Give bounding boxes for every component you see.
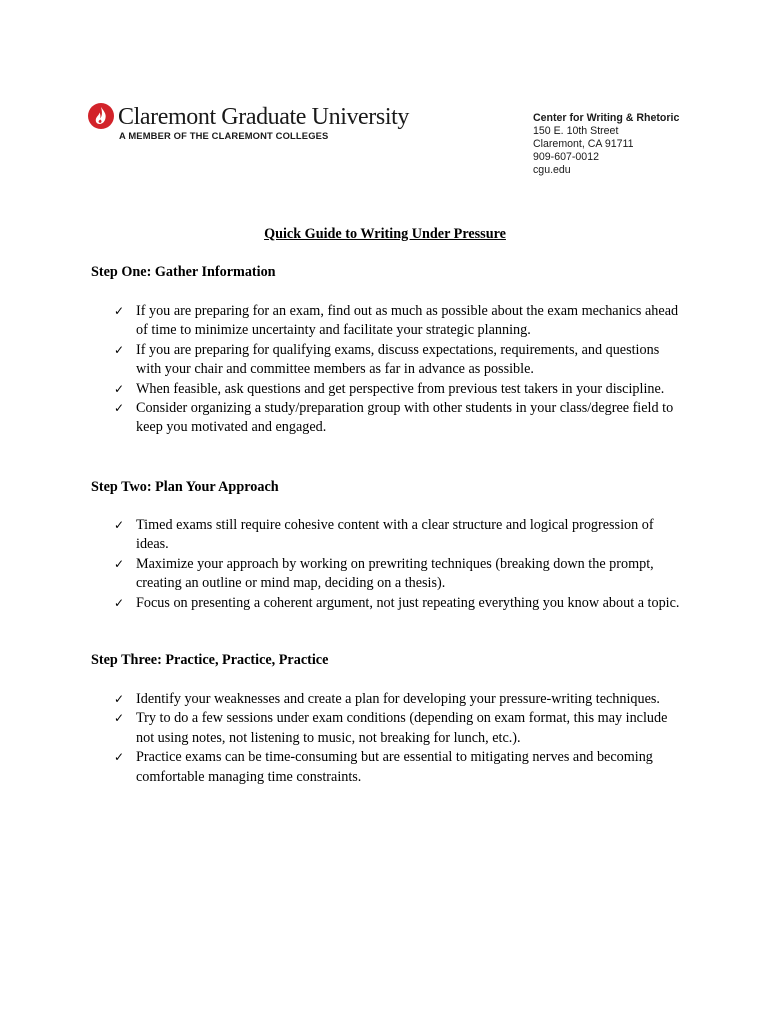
- checkmark-icon: ✓: [114, 595, 125, 610]
- list-item-text: Timed exams still require cohesive content with a clear structure and logical progression of ideas.: [136, 517, 654, 553]
- checkmark-icon: ✓: [114, 750, 125, 765]
- list-item: [0, 516, 686, 555]
- list-item: [0, 341, 686, 380]
- center-name: Center for Writing & Rhetoric: [533, 112, 680, 124]
- section-heading: Step Three: Practice, Practice, Practice: [91, 652, 329, 668]
- list-item: [0, 690, 686, 709]
- list-item-text: If you are preparing for an exam, find out as much as possible about the exam mechanics ahead of time to minimize uncertainty and facilitate your strategic planning.: [136, 303, 679, 339]
- university-name: Claremont Graduate University: [118, 104, 409, 130]
- list-item-text: When feasible, ask questions and get perspective from previous test takers in your discipline.: [136, 380, 665, 397]
- section-heading: Step One: Gather Information: [91, 264, 276, 280]
- list-item: [0, 380, 686, 399]
- list-item: [0, 555, 686, 594]
- university-tagline: A MEMBER OF THE CLAREMONT COLLEGES: [119, 130, 329, 141]
- checkmark-icon: ✓: [114, 304, 125, 318]
- list-item-text: Identify your weaknesses and create a plan for developing your pressure-writing techniques.: [136, 691, 660, 707]
- address-block: [533, 112, 679, 177]
- section-list: [0, 690, 770, 787]
- list-item: [0, 709, 686, 748]
- list-item: [0, 594, 686, 613]
- checkmark-icon: ✓: [114, 381, 125, 396]
- document-title: Quick Guide to Writing Under Pressure: [264, 226, 506, 242]
- street-address: 150 E. 10th Street: [533, 125, 619, 137]
- list-item: [0, 302, 686, 341]
- checkmark-icon: ✓: [114, 692, 125, 706]
- checkmark-icon: ✓: [114, 711, 125, 726]
- list-item: [0, 748, 686, 787]
- checkmark-icon: ✓: [114, 342, 125, 357]
- website[interactable]: cgu.edu: [533, 164, 571, 176]
- section-list: [0, 302, 770, 438]
- list-item-text: Focus on presenting a coherent argument, not just repeating everything you know about a topic.: [136, 594, 680, 611]
- list-item-text: Try to do a few sessions under exam conditions (depending on exam format, this may include not using notes, not listening to music, not breaking for lunch, etc.).: [136, 710, 668, 746]
- checkmark-icon: ✓: [114, 401, 125, 416]
- flame-icon: [88, 103, 114, 129]
- list-item-text: Practice exams can be time-consuming but are essential to mitigating nerves and becoming comfortable managing time constraints.: [136, 749, 653, 785]
- phone-number: 909-607-0012: [533, 151, 599, 163]
- list-item-text: If you are preparing for qualifying exams, discuss expectations, requirements, and questions with your chair and committee members as far in advance as possible.: [136, 341, 660, 378]
- list-item-text: Consider organizing a study/preparation group with other students in your class/degree field to keep you motivated and engaged.: [136, 400, 674, 436]
- list-item: [0, 399, 686, 438]
- section-list: [0, 516, 770, 613]
- section-heading: Step Two: Plan Your Approach: [91, 479, 279, 495]
- list-item-text: Maximize your approach by working on prewriting techniques (breaking down the prompt, creating an outline or mind map, deciding on a thesis).: [136, 555, 654, 592]
- checkmark-icon: ✓: [114, 518, 125, 532]
- checkmark-icon: ✓: [114, 556, 125, 571]
- city-state-zip: Claremont, CA 91711: [533, 138, 634, 150]
